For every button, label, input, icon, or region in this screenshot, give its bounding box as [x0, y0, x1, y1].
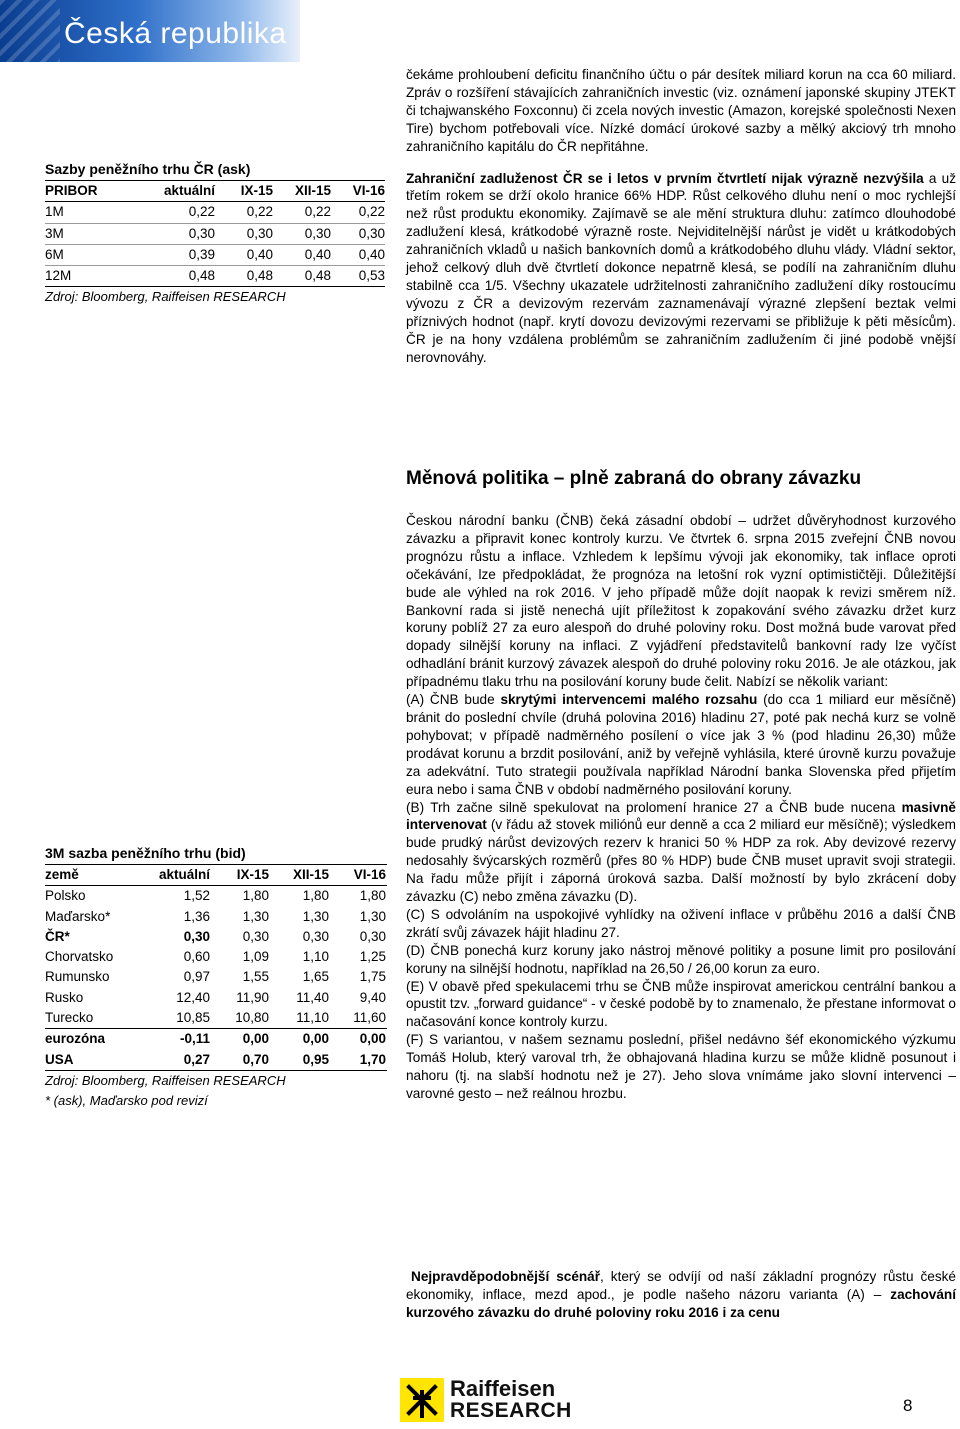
variant-c: (C) S odvoláním na uspokojivé vyhlídky na oživení inflace v průběhu 2016 a další ČNB zkrátí svůj závazek hájit hladinu 27.	[406, 906, 956, 940]
table-row	[45, 1008, 387, 1028]
scenario-text	[406, 1268, 956, 1322]
table-cell: 0,48	[188, 268, 215, 284]
table-cell: 0,48	[304, 268, 331, 284]
raiffeisen-gable-icon	[400, 1378, 444, 1422]
table-cell: 1,09	[242, 949, 269, 965]
variant-f: (F) S variantou, v našem seznamu poslední, přišel nedávno šéf ekonomického výzkumu Tomáš Holub, který varoval trh, že obhajovaná hladina kurzu se může klidně posunout i nahoru (tj. na slabší hodnotu než je 27). Jeho slova vnímáme jako slovní intervenci – varovné gesto – než reálnou hrozbu.	[406, 1032, 956, 1101]
table-cell: 6M	[45, 246, 64, 262]
table-cell: 0,30	[188, 225, 215, 241]
paragraph-body: a už třetím rokem se drží okolo hranice 66% HDP. Růst celkového dluhu není o moc rychlejší než růst produktu ekonomiky. Zajímavě se ale mění struktura dluhu: zatímco dlouhodobé zadlužení klesá, krátkodobé výrazně roste. Nejviditelnější nárůst je vidět u krátkodobých zahraničních vkladů u našich bankovních domů a krátkodobého dluhu vlády. Vládní sektor, jehož celkový dluh dvě čtvrtletí dokonce nepatrně klesá, se podílí na zahraničním dluhu stabilně cca 1/5. Všechny ukazatele udržitelnosti zahraničního zadlužení díky rostoucímu vývozu z ČR a devizovým rezervám zaznamenávají výrazné zlepšení beztak velmi příznivých hodnot (např. krytí dovozu devizovými rezervami se přibližuje k pěti měsícům). ČR je na hony vzdálena problémům se zahraničním zadlužením či jiné podobě vnější nerovnováhy.	[406, 170, 956, 365]
money-market-table	[45, 842, 387, 1111]
text: (v řádu až stovek miliónů eur denně a cca 2 miliard eur měsíčně); výsledkem bude prudký nárůst devizových rezerv k hranici 50 % HDP za rok. Aby devizové rezervy nedosahly švýcarských rozměrů (přes 80 % HDP) bude ČNB muset upravit svoji strategii. Na řadu může přijít i záporná úroková sazba. Další možností by bylo zkrácení doby závazku (C) nebo změna závazku (D).	[406, 817, 956, 905]
table-cell: 0,27	[183, 1051, 210, 1067]
pribor-table	[45, 158, 385, 307]
table-cell: 1M	[45, 204, 64, 220]
table-cell: 1,80	[302, 888, 329, 904]
table-cell: 3M	[45, 225, 64, 241]
raiffeisen-logo	[400, 1378, 572, 1422]
table-cell: 0,30	[302, 928, 329, 944]
table-cell: 12,40	[176, 989, 210, 1005]
logo-line-1: Raiffeisen	[450, 1376, 556, 1401]
logo-text	[450, 1378, 572, 1422]
table-cell: 1,80	[242, 888, 269, 904]
table-row	[45, 266, 385, 287]
table-cell: 1,30	[359, 908, 386, 924]
column-header: PRIBOR	[45, 183, 98, 198]
table-cell: 0,30	[183, 928, 210, 944]
table-cell: USA	[45, 1051, 74, 1067]
table-cell: 1,25	[359, 949, 386, 965]
table-cell: 0,30	[358, 225, 385, 241]
table-cell: 1,36	[183, 908, 210, 924]
paragraph: čekáme prohloubení deficitu finančního účtu o pár desítek miliard korun na cca 60 miliard. Zpráv o rozšíření stávajících zahraničních investic (viz. oznámení japonské skupiny JTEKT či tchajwanského Foxconnu) či zcela nových investic (Amazon, korejské společnosti Nexen Tire) bychom potřebovali více. Nízké domácí úrokové sazby a mělký akciový trh mnoho zahraničního kapitálu do ČR nepřitáhne.	[406, 67, 956, 154]
variant-e: (E) V obavě před spekulacemi trhu se ČNB může inspirovat americkou centrální bankou a opustit tzv. „forward guidance“ - v české podobě by to znamenalo, že přestane informovat o načasování konce kontroly kurzu.	[406, 978, 956, 1030]
table-cell: 0,39	[188, 246, 215, 262]
table-cell: 0,48	[246, 268, 273, 284]
top-text-column	[406, 66, 956, 377]
variant-d: (D) ČNB ponechá kurz koruny jako nástroj měnové politiky a posune limit pro posilování koruny na silnější hodnotu, například na 26,50 / 26,00 korun za euro.	[406, 942, 956, 976]
text-bold: zachování kurzového závazku do druhé poloviny roku 2016 i za cenu	[406, 1286, 956, 1320]
text: (A) ČNB bude	[406, 692, 501, 708]
table-cell: 1,65	[302, 969, 329, 985]
table-cell: 0,30	[359, 928, 386, 944]
paragraph	[406, 170, 956, 367]
table-cell: 11,10	[296, 1010, 329, 1026]
text-bold: Nejpravděpodobnější scénář	[411, 1269, 601, 1284]
table-cell: 1,30	[242, 908, 269, 924]
table-cell: 0,22	[304, 204, 331, 220]
table-cell: 0,97	[183, 969, 210, 985]
table-cell: 0,53	[358, 268, 385, 284]
table-cell: -0,11	[179, 1031, 210, 1047]
paragraph: Českou národní banku (ČNB) čeká zásadní období – udržet důvěryhodnost kurzového závazku a připravit konec kontroly kurzu. Ve čtvrtek 6. srpna 2015 zveřejní ČNB novou prognózu růstu a inflace. Vzhledem k lepšímu vývoji jak ekonomiky, tak inflace oproti očekávání, lze předpokládat, že prognóza na letošní rok vyzní optimističtěji. Důležitější bude ale výhled na rok 2016. V jeho případě může dojít naopak k revizi směrem níž. Bankovní rada si jistě nenechá ujít příležitost k zopakování svého závazku držet kurz koruny poblíž 27 za euro alespoň do druhé poloviny roku. Dost možná bude varovat před dopady silnější koruny na inflaci. Z vyjádření představitelů bankovní rady lze vyčíst odhadlání bránit kurzový závazek alespoň do druhé poloviny roku 2016. Je ale otázkou, jak případnému tlaku trhu na posilování koruny bude čelit. Nabízí se několik variant:	[406, 513, 956, 690]
column-header: aktuální	[163, 183, 215, 198]
table-row	[45, 202, 385, 223]
text: (do cca 1 miliard eur měsíčně) bránit do poslední chvíle (druhá polovina 2016) hladinu 27, poté pak nechá kurz se volně pohybovat; v případě nadměrného posílení o více jak 3 % (pod hladinu 26,30) může prodávat korunu a brzdit posilování, aniž by veřejně vyhlásila, které úrovně kurzu považuje za adekvátní. Tuto strategii používala například Národní banka Slovenska před přijetím eura nebo i sama ČNB v období nadměrného posilování koruny.	[406, 692, 956, 797]
table-header-row	[45, 180, 385, 202]
table-cell: 11,40	[296, 989, 329, 1005]
table-cell: 0,40	[304, 246, 331, 262]
table-source: Zdroj: Bloomberg, Raiffeisen RESEARCH	[45, 1072, 286, 1088]
table-row	[45, 927, 387, 947]
table-cell: 0,00	[302, 1031, 329, 1047]
banner-decoration	[0, 0, 60, 62]
table-cell: 1,55	[242, 969, 269, 985]
text: , který se odvíjí od naší základní prognózy růstu české ekonomiky, inflace, mezd apod., je podle našeho názoru varianta (A) –	[406, 1269, 956, 1302]
column-header: IX-15	[236, 867, 269, 882]
table-cell: 0,30	[246, 225, 273, 241]
table-cell: 0,70	[242, 1051, 269, 1067]
table-row	[45, 947, 387, 967]
table-cell: 1,52	[183, 888, 210, 904]
table-cell: 10,80	[235, 1010, 269, 1026]
table-cell: 0,22	[188, 204, 215, 220]
table-title: 3M sazba peněžního trhu (bid)	[45, 845, 246, 861]
table-cell: Chorvatsko	[45, 949, 114, 965]
table-footnote: * (ask), Maďarsko pod revizí	[45, 1092, 208, 1108]
table-row	[45, 967, 387, 987]
page-title: Česká republika	[64, 17, 287, 50]
table-row	[45, 988, 387, 1008]
variant-b	[406, 799, 956, 906]
table-row	[45, 245, 385, 266]
text-bold: masivně intervenovat	[406, 799, 956, 833]
table-row	[45, 1028, 387, 1049]
table-cell: 1,75	[359, 969, 386, 985]
table-title: Sazby peněžního trhu ČR (ask)	[45, 161, 251, 177]
table-cell: 12M	[45, 268, 72, 284]
table-cell: 1,80	[359, 888, 386, 904]
page-number: 8	[903, 1396, 913, 1415]
section-heading: Měnová politika – plně zabraná do obrany závazku	[406, 468, 862, 489]
table-cell: 0,30	[304, 225, 331, 241]
table-cell: 0,22	[246, 204, 273, 220]
table-cell: 11,90	[236, 989, 269, 1005]
table-row	[45, 886, 387, 906]
table-cell: 0,00	[359, 1031, 386, 1047]
table-cell: 0,30	[242, 928, 269, 944]
column-header: XII-15	[294, 183, 331, 198]
table-cell: 0,60	[183, 949, 210, 965]
column-header: VI-16	[352, 183, 385, 198]
table-header-row	[45, 864, 387, 886]
table-row	[45, 1050, 387, 1071]
table-cell: Maďarsko*	[45, 908, 111, 924]
table-cell: 10,85	[176, 1010, 210, 1026]
text: (B) Trh začne silně spekulovat na prolomení hranice 27 a ČNB bude nucena	[406, 799, 902, 815]
table-cell: 9,40	[359, 989, 386, 1005]
column-header: země	[45, 867, 79, 882]
table-cell: 0,22	[358, 204, 385, 220]
table-row	[45, 224, 385, 245]
table-cell: 0,95	[302, 1051, 329, 1067]
column-header: aktuální	[158, 867, 210, 882]
logo-line-2: RESEARCH	[450, 1399, 572, 1422]
table-cell: 0,40	[246, 246, 273, 262]
table-cell: 1,10	[302, 949, 329, 965]
table-cell: 0,40	[358, 246, 385, 262]
table-cell: 1,70	[359, 1051, 386, 1067]
column-header: IX-15	[240, 183, 273, 198]
paragraph	[406, 1268, 956, 1322]
table-cell: 0,00	[242, 1031, 269, 1047]
variant-a	[406, 691, 956, 798]
section-text-column	[406, 512, 956, 1103]
header-banner	[0, 0, 300, 62]
paragraph-lead: Zahraniční zadluženost ČR se i letos v prvním čtvrtletí nijak výrazně nezvýšila	[406, 170, 924, 186]
table-cell: 1,30	[302, 908, 329, 924]
table-row	[45, 907, 387, 927]
column-header: VI-16	[353, 867, 386, 882]
table-cell: Turecko	[45, 1010, 94, 1026]
table-cell: ČR*	[45, 928, 70, 944]
table-cell: 11,60	[353, 1010, 386, 1026]
table-cell: Polsko	[45, 888, 86, 904]
column-header: XII-15	[292, 867, 329, 882]
text-bold: skrytými intervencemi malého rozsahu	[500, 692, 758, 708]
table-cell: Rumunsko	[45, 969, 110, 985]
table-cell: eurozóna	[45, 1031, 106, 1047]
table-cell: Rusko	[45, 989, 84, 1005]
table-source: Zdroj: Bloomberg, Raiffeisen RESEARCH	[45, 289, 286, 305]
